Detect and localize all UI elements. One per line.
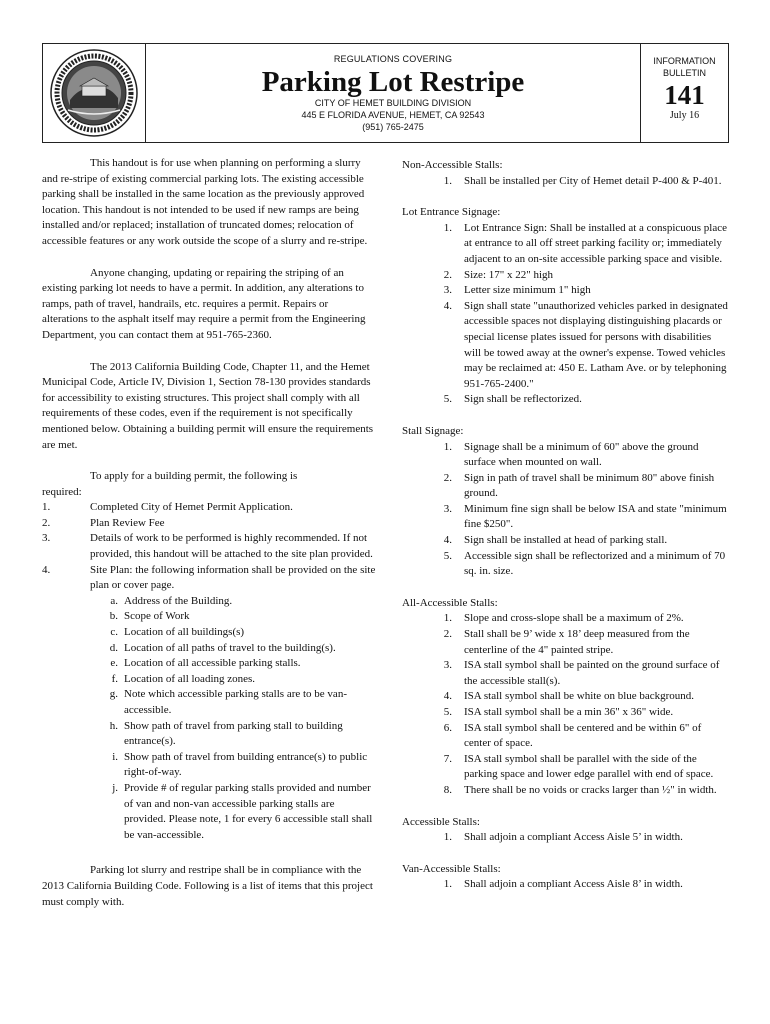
- section-title: Lot Entrance Signage:: [402, 206, 501, 219]
- requirement-item-text: Stall shall be 9’ wide x 18’ deep measured from the centerline of the 4" painted stripe.: [464, 628, 690, 656]
- site-plan-item-letter: i.: [112, 750, 118, 763]
- bulletin-number: 141: [664, 80, 705, 110]
- requirement-item: [402, 502, 728, 533]
- site-plan-item: [42, 687, 376, 718]
- permit-item: [42, 531, 376, 562]
- requirement-item: [402, 783, 728, 799]
- requirement-item: [402, 705, 728, 721]
- requirement-item-number: 5.: [443, 393, 452, 406]
- site-plan-item-text: Location of all buildings(s): [124, 626, 245, 639]
- requirement-item: [402, 440, 728, 471]
- agency-address: 445 E FLORIDA AVENUE, HEMET, CA 92543: [301, 110, 485, 120]
- agency-address-block: [146, 97, 640, 133]
- requirement-section: [402, 815, 728, 846]
- permit-requirements-intro: To apply for a building permit, the following is: [90, 470, 298, 483]
- site-plan-item: [42, 609, 376, 625]
- requirement-item: [402, 174, 728, 190]
- site-plan-item-letter: d.: [109, 641, 118, 654]
- site-plan-item: [42, 641, 376, 657]
- requirement-item-number: 3.: [443, 502, 452, 515]
- left-column: [42, 156, 376, 926]
- requirement-item: [402, 877, 728, 893]
- requirement-item-text: Signage shall be a minimum of 60" above the ground surface when mounted on wall.: [464, 440, 699, 469]
- requirement-item-text: ISA stall symbol shall be painted on the ground surface of the accessible stall(s).: [464, 659, 720, 687]
- requirement-item-number: 1.: [443, 221, 452, 234]
- site-plan-item-text: Show path of travel from parking stall to building entrance(s).: [124, 719, 343, 748]
- requirement-item: [402, 299, 728, 393]
- requirement-item-text: Sign in path of travel shall be minimum 80" above finish ground.: [464, 471, 715, 500]
- requirement-item-number: 2.: [443, 471, 452, 484]
- city-seal-icon: [48, 48, 140, 138]
- permit-item-number: 4.: [42, 563, 51, 576]
- requirement-item-text: Shall adjoin a compliant Access Aisle 5’ in width.: [464, 831, 683, 844]
- site-plan-item-letter: f.: [111, 672, 118, 685]
- requirement-item: [402, 689, 728, 705]
- permit-item: [42, 563, 376, 594]
- requirement-section: [402, 862, 728, 893]
- site-plan-item-text: Address of the Building.: [124, 594, 233, 607]
- bulletin-label-line1: INFORMATION: [653, 56, 716, 66]
- site-plan-item: [42, 656, 376, 672]
- requirement-item: [402, 830, 728, 846]
- site-plan-item-text: Location of all paths of travel to the building(s).: [124, 641, 336, 654]
- requirement-item-number: 2.: [443, 628, 452, 641]
- requirement-item-number: 1.: [443, 174, 452, 187]
- agency-phone: (951) 765-2475: [362, 122, 424, 132]
- site-plan-item-letter: a.: [110, 594, 118, 607]
- site-plan-item-letter: b.: [109, 610, 118, 623]
- requirement-item-text: Letter size minimum 1" high: [464, 284, 591, 297]
- requirement-item-number: 1.: [443, 831, 452, 844]
- site-plan-item-letter: c.: [110, 626, 118, 639]
- requirement-item-text: Shall adjoin a compliant Access Aisle 8’ in width.: [464, 878, 683, 891]
- requirement-section: [402, 205, 728, 408]
- requirement-item: [402, 721, 728, 752]
- requirement-item: [402, 471, 728, 502]
- site-plan-item-text: Note which accessible parking stalls are to be van-accessible.: [124, 688, 347, 716]
- requirement-item-number: 2.: [443, 268, 452, 281]
- requirement-item: [402, 221, 728, 268]
- permit-item-number: 2.: [42, 516, 51, 529]
- site-plan-item-text: Location of all accessible parking stalls.: [124, 657, 301, 670]
- requirement-item-text: ISA stall symbol shall be white on blue background.: [464, 690, 695, 703]
- site-plan-item: [42, 750, 376, 781]
- requirement-item: [402, 392, 728, 408]
- permit-paragraph: Anyone changing, updating or repairing the striping of an existing parking lot needs to have a permit. In addition, any alterations to ramps, path of travel, handrails, etc. requires a permit. Repairs or alterations to the asphalt itself may require a permit from the Engineering Department, you can contact them at 951-765-2360.: [42, 266, 366, 341]
- requirement-item-text: Shall be installed per City of Hemet detail P-400 & P-401.: [464, 174, 722, 187]
- section-title: Accessible Stalls:: [402, 815, 480, 828]
- requirement-section: [402, 596, 728, 799]
- site-plan-item-text: Scope of Work: [124, 610, 190, 623]
- requirement-item: [402, 627, 728, 658]
- requirement-item-number: 4.: [443, 299, 452, 312]
- requirement-item-text: Sign shall state "unauthorized vehicles parked in designated accessible spaces not displaying distinguishing placards or special license plates issued for persons with disabilities will be towed away at the owner's expense. Towed vehicles may be reclaimed at: 450 E. Latham Ave. or by telephoning 951-765-2400.": [464, 299, 728, 390]
- site-plan-item-letter: j.: [112, 781, 118, 794]
- header-title-box: [146, 44, 641, 142]
- bulletin-label-line2: BULLETIN: [662, 68, 706, 78]
- requirement-item-number: 3.: [443, 284, 452, 297]
- site-plan-item: [42, 625, 376, 641]
- requirement-item-text: Lot Entrance Sign: Shall be installed at a conspicuous place at entrance to all off street parking facility or; immediately adjacent to an on-site accessible parking space and visible.: [464, 221, 728, 265]
- requirement-item-text: ISA stall symbol shall be parallel with the side of the parking space and lower edge parallel with end of space.: [464, 752, 714, 781]
- requirement-item-number: 6.: [443, 721, 452, 734]
- requirement-item-text: Minimum fine sign shall be below ISA and state "minimum fine $250".: [464, 502, 727, 531]
- site-plan-item-letter: g.: [109, 688, 118, 701]
- permit-requirements: [42, 469, 376, 843]
- regulations-label: REGULATIONS COVERING: [333, 54, 453, 64]
- permit-requirements-intro-cont: required:: [42, 485, 82, 498]
- site-plan-item-text: Provide # of regular parking stalls provided and number of van and non-van accessible parking stalls are provided. Please note, 1 for every 6 accessible stall shall be van-accessible.: [124, 781, 373, 841]
- site-plan-item-letter: e.: [110, 657, 118, 670]
- permit-item-text: Details of work to be performed is highly recommended. If not provided, this handout will be attached to the site plan provided.: [90, 532, 373, 561]
- requirement-item-number: 1.: [443, 878, 452, 891]
- requirement-item-number: 5.: [443, 706, 452, 718]
- bulletin-date: July 16: [669, 110, 700, 121]
- bulletin-header: [42, 43, 729, 143]
- requirement-item: [402, 611, 728, 627]
- requirement-section: [402, 158, 728, 189]
- requirement-item: [402, 283, 728, 299]
- requirement-item-text: Accessible sign shall be reflectorized and a minimum of 70 sq. in. size.: [464, 549, 726, 578]
- requirement-section: [402, 424, 728, 580]
- agency-name: CITY OF HEMET BUILDING DIVISION: [314, 98, 472, 108]
- requirement-item-number: 7.: [443, 752, 452, 765]
- intro-paragraph: This handout is for use when planning on performing a slurry and re-stripe of existing commercial parking lots. The existing accessible parking shall be installed in the same location as the previously approved location. This handout is not intended to be used if new ramps are being installed and/or replaced; installation of truncated domes; relocation of accessible features or any work outside the scope of a slurry and re-stripe.: [42, 157, 368, 247]
- permit-item-text: Completed City of Hemet Permit Application.: [90, 501, 293, 514]
- site-plan-list: [42, 594, 376, 844]
- requirement-item-number: 1.: [443, 612, 452, 625]
- requirement-item-number: 4.: [443, 690, 452, 703]
- requirement-item-text: Slope and cross-slope shall be a maximum of 2%.: [464, 612, 684, 625]
- city-seal-box: [43, 44, 146, 142]
- site-plan-item-text: Show path of travel from building entrance(s) to public right-of-way.: [124, 750, 368, 779]
- requirement-item-text: Sign shall be installed at head of parking stall.: [464, 534, 668, 547]
- requirement-item-text: Sign shall be reflectorized.: [464, 393, 582, 406]
- permit-item: [42, 500, 376, 516]
- requirement-item-number: 1.: [443, 440, 452, 453]
- requirement-item: [402, 658, 728, 689]
- requirement-item-text: There shall be no voids or cracks larger than ½" in width.: [464, 783, 717, 796]
- page-title: Parking Lot Restripe: [261, 66, 525, 98]
- site-plan-item-text: Location of all loading zones.: [124, 672, 256, 685]
- bulletin-label: [641, 55, 728, 79]
- site-plan-item: [42, 594, 376, 610]
- requirement-item-number: 4.: [443, 534, 452, 547]
- requirement-item-number: 8.: [443, 783, 452, 796]
- requirement-item: [402, 268, 728, 284]
- permit-item-text: Plan Review Fee: [90, 516, 165, 529]
- requirement-item: [402, 752, 728, 783]
- requirement-item-text: ISA stall symbol shall be centered and be within 6" of center of space.: [464, 721, 702, 750]
- site-plan-item: [42, 719, 376, 750]
- section-title: Non-Accessible Stalls:: [402, 159, 503, 171]
- bulletin-info-box: [641, 44, 728, 142]
- section-title: All-Accessible Stalls:: [402, 596, 498, 609]
- requirement-item-number: 5.: [443, 549, 452, 562]
- permit-item-number: 1.: [42, 501, 51, 514]
- code-paragraph: The 2013 California Building Code, Chapter 11, and the Hemet Municipal Code, Article IV, Division 1, Section 78-130 provides standards for accessibility to existing structures. This project shall comply with all requirements of these codes, even if the requirement is not specifically mentioned below. Obtaining a building permit will ensure the requirements are met.: [42, 360, 374, 451]
- requirement-item-text: Size: 17" x 22" high: [464, 268, 554, 281]
- permit-item-text: Site Plan: the following information shall be provided on the site plan or cover page.: [90, 563, 376, 592]
- site-plan-item: [42, 781, 376, 843]
- compliance-paragraph: Parking lot slurry and restripe shall be in compliance with the 2013 California Building Code. Following is a list of items that this project must comply with.: [42, 864, 373, 908]
- permit-item: [42, 516, 376, 532]
- requirement-item: [402, 533, 728, 549]
- requirement-item: [402, 549, 728, 580]
- requirement-item-number: 3.: [443, 659, 452, 672]
- site-plan-item: [42, 672, 376, 688]
- permit-item-number: 3.: [42, 532, 51, 545]
- section-title: Van-Accessible Stalls:: [402, 862, 501, 875]
- section-title: Stall Signage:: [402, 424, 464, 437]
- requirement-item-text: ISA stall symbol shall be a min 36" x 36" wide.: [464, 706, 674, 718]
- permit-list: [42, 500, 376, 594]
- right-column: [402, 158, 728, 909]
- site-plan-item-letter: h.: [109, 719, 118, 732]
